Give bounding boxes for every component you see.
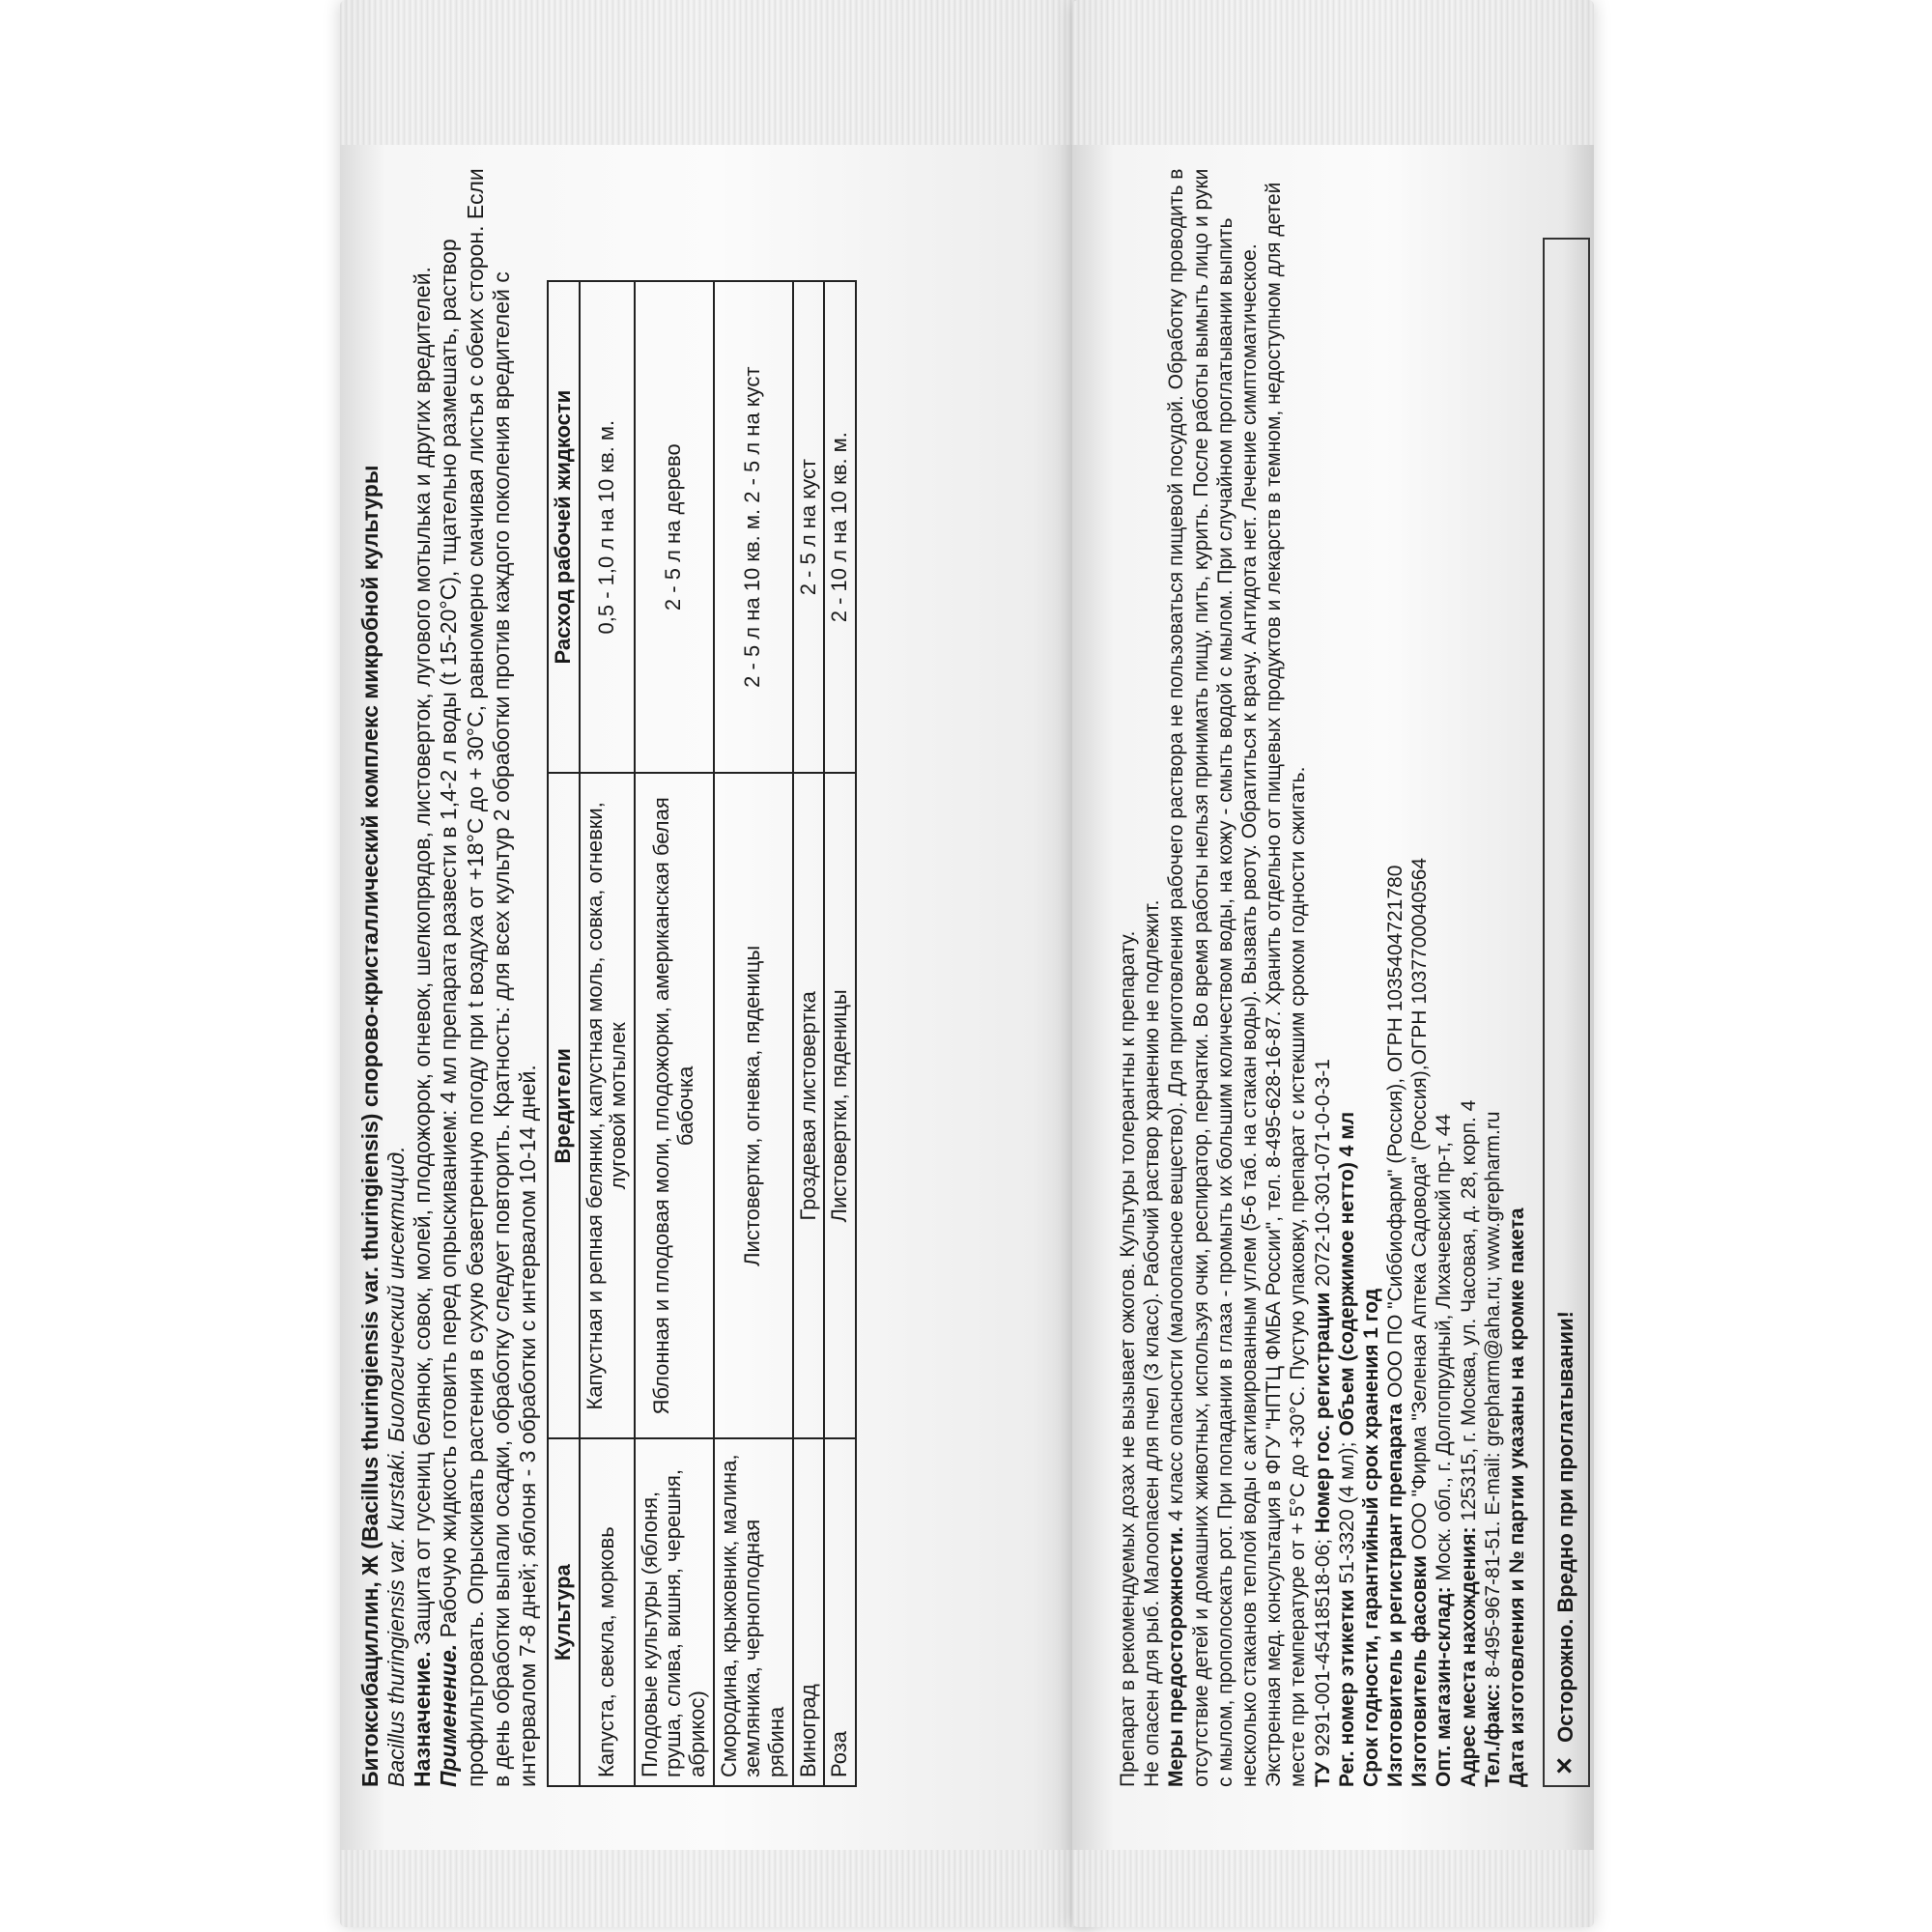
rate-cell: 2 - 5 л на дерево <box>635 281 714 773</box>
packer-line: Изготовитель фасовки ООО "Фирма "Зеленая Аптека Садовода" (Россия),ОГРН 1037700040564 <box>1408 857 1432 1787</box>
product-line-1: Битоксибациллин, Ж (Bacillus thuringiensis var. thuringiensis) спорово-кристаллический комплекс микробной культуры <box>357 465 383 1787</box>
crop-cell: Роза <box>824 1438 856 1786</box>
header-crop: Культура <box>548 1438 580 1786</box>
warehouse-line: Опт. магазин-склад: Моск. обл., г. Долгопрудный, Лихачевский пр-т, 44 <box>1433 1113 1456 1787</box>
crop-cell: Капуста, свекла, морковь <box>580 1438 635 1786</box>
registration-line: ТУ 9291-001-45418518-06; Номер гос. регистрации 2072-10-301-071-0-0-3-1 <box>1311 1059 1334 1787</box>
table-row <box>714 281 793 1786</box>
table-row <box>824 281 856 1786</box>
address-line: Адрес места нахождения: 125315, г. Москва, ул. Часовая, д. 28, корп. 4 <box>1457 1099 1480 1787</box>
application-paragraph: Применение. Рабочую жидкость готовить перед опрыскиванием: 4 мл препарата развести в 1,4-2 л воды (t 15-20°С), тщательно размешать, раствор профильтровать. Опрыскивать растения в сухую безветренную погоду при t воздуха от +18°С до + 30°С, равномерно смачивая листья с обеих сторон. Если в день обработки выпали осадки, обработку следует повторить. Кратность: для всех культур 2 обработки против каждого поколения вредителей с интервалом 7-8 дней; яблоня - 3 обработки с интервалом 10-14 дней. <box>436 168 540 1787</box>
header-rate: Расход рабочей жидкости <box>548 281 580 773</box>
pests-cell: Капустная и репная белянки, капустная моль, совка, огневки, луговой мотылек <box>580 773 635 1438</box>
table-header-row <box>548 281 580 1786</box>
left-sachet-bottom-seal <box>340 1850 1094 1927</box>
tolerance-line: Препарат в рекомендуемых дозах не вызывает ожогов. Культуры толерантны к препарату. <box>1117 930 1139 1787</box>
table-row <box>635 281 714 1786</box>
rate-cell: 2 - 5 л на куст <box>793 281 825 773</box>
purpose-paragraph: Назначение. Защита от гусениц белянок, совок, молей, плодожорок, огневок, шелкопрядов, листоверток, лугового мотылька и других вредителей. <box>410 267 436 1787</box>
manufacturer-line: Изготовитель и регистрант препарата ООО ПО "Сиббиофарм" (Россия), ОГРН 1035404721780 <box>1384 865 1407 1787</box>
warning-text: Осторожно. Вредно при проглатывании! <box>1553 1311 1578 1743</box>
crop-cell: Смородина, крыжовник, малина, земляника, черноплодная рябина <box>714 1438 793 1786</box>
left-sachet-top-seal <box>340 0 1094 145</box>
left-label-text <box>357 155 956 1787</box>
table-row <box>580 281 635 1786</box>
pests-cell: Яблонная и плодовая моли, плодожорки, американская белая бабочка <box>635 773 714 1438</box>
label-reg-line: Рег. номер этикетки 51-3320 (4 мл); Объем (содержимое нетто) 4 мл <box>1335 1111 1358 1787</box>
rate-cell: 0,5 - 1,0 л на 10 кв. м. <box>580 281 635 773</box>
table-row <box>793 281 825 1786</box>
crop-cell: Виноград <box>793 1438 825 1786</box>
pests-table <box>547 280 857 1787</box>
pests-cell: Листовертки, огневка, пяденицы <box>714 773 793 1438</box>
warning-box <box>1543 238 1590 1787</box>
pests-cell: Гроздевая листовертка <box>793 773 825 1438</box>
warning-cross-icon: ✕ <box>1552 1755 1579 1776</box>
product-line-2: Bacillus thuringiensis var. kurstaki. Биологический инсектицид. <box>384 1146 410 1787</box>
pests-cell: Листовертки, пяденицы <box>824 773 856 1438</box>
right-label-text <box>1116 155 1579 1787</box>
rate-cell: 2 - 10 л на 10 кв. м. <box>824 281 856 773</box>
batch-note: Дата изготовления и № партии указаны на кромке пакета <box>1506 1208 1528 1787</box>
rate-cell: 2 - 5 л на 10 кв. м. 2 - 5 л на куст <box>714 281 793 773</box>
right-sachet-top-seal <box>1072 0 1594 145</box>
header-pests: Вредители <box>548 773 580 1438</box>
crop-cell: Плодовые культуры (яблоня, груша, слива, вишня, черешня, абрикос) <box>635 1438 714 1786</box>
right-sachet-bottom-seal <box>1072 1850 1594 1927</box>
phone-line: Тел./факс: 8-495-967-81-51. E-mail: grepharm@aha.ru; www.grepharm.ru <box>1481 1111 1504 1787</box>
shelf-life-line: Срок годности, гарантийный срок хранения 1 год <box>1359 1288 1382 1787</box>
toxicity-line: Не опасен для рыб. Малоопасен для пчел (3 класс). Рабочий раствор хранению не подлежит. <box>1141 899 1164 1787</box>
precautions-paragraph: Меры предосторожности. 4 класс опасности (малоопасное вещество). Для приготовления рабочего раствора не пользоваться пищевой посудой. Обработку проводить в отсутствие детей и домашних животных, используя очки, респиратор, перчатки. Во время работы нельзя принимать пищу, пить, курить. После работы вымыть лицо и руки с мылом, прополоскать рот. При попадании в глаза - промыть их большим количеством воды, на кожу - смыть водой с мылом. При случайном проглатывании выпить несколько стаканов теплой воды с активированным углем (5-6 таб. на стакан воды). Вызвать рвоту. Обратиться к врачу. Антидота нет. Лечение симптоматическое. Экстренная мед. консультация в ФГУ "НПТЦ ФМБА России", тел. 8-495-628-16-87. Хранить отдельно от пищевых продуктов и лекарств в темном, недоступном для детей месте при температуре от + 5°С до +30°С. Пустую упаковку, препарат с истекшим сроком годности сжигать. <box>1165 168 1310 1787</box>
